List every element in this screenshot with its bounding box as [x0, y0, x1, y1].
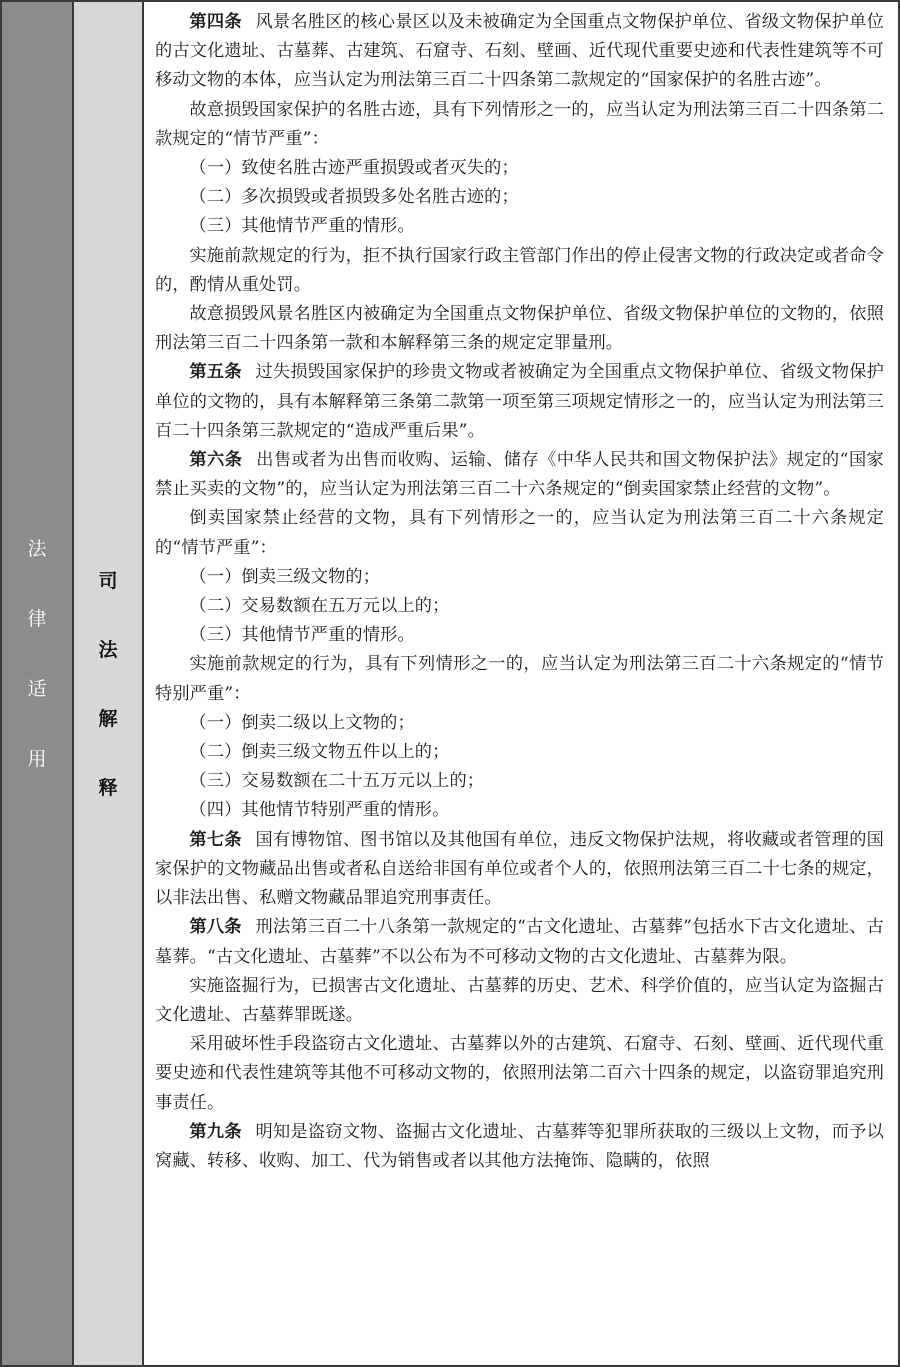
paragraph-text: 采用破坏性手段盗窃古文化遗址、古墓葬以外的古建筑、石窟寺、石刻、壁画、近代现代重要史迹和代表性建筑等其他不可移动文物的，依照刑法第二百六十四条的规定，以盗窃罪追究刑事责任。	[155, 1034, 884, 1113]
paragraph-text: 国有博物馆、图书馆以及其他国有单位，违反文物保护法规，将收藏或者管理的国家保护的文物藏品出售或者私自送给非国有单位或者个人的，依照刑法第三百二十七条的规定，以非法出售、私赠文物藏品罪追究刑事责任。	[155, 829, 885, 909]
subcategory-char: 法	[98, 639, 118, 661]
subcategory-char: 释	[98, 777, 118, 799]
paragraph	[155, 650, 884, 708]
paragraph	[155, 96, 884, 154]
article-number: 第六条	[189, 450, 243, 471]
paragraph-text: 刑法第三百二十八条第一款规定的“古文化遗址、古墓葬”包括水下古文化遗址、古墓葬。“古文化遗址、古墓葬”不以公布为不可移动文物的古文化遗址、古墓葬为限。	[155, 917, 884, 967]
paragraph-text: （二）多次损毁或者损毁多处名胜古迹的；	[189, 187, 519, 208]
paragraph	[155, 1118, 884, 1176]
subcategory-char: 司	[98, 570, 118, 592]
paragraph	[155, 563, 884, 592]
paragraph-text: 倒卖国家禁止经营的文物，具有下列情形之一的，应当认定为刑法第三百二十六条规定的“情节严重”：	[155, 508, 884, 558]
paragraph	[155, 767, 884, 796]
article-number: 第八条	[189, 917, 242, 938]
category-label	[2, 540, 72, 820]
paragraph-text: 故意损毁风景名胜区内被确定为全国重点文物保护单位、省级文物保护单位的文物的，依照刑法第三百二十四条第一款和本解释第三条的规定定罪量刑。	[155, 304, 884, 354]
paragraph	[155, 154, 884, 183]
category-char: 用	[27, 748, 47, 770]
paragraph	[155, 621, 884, 650]
paragraph-text: （三）其他情节严重的情形。	[189, 625, 415, 646]
paragraph-text: （一）致使名胜古迹严重损毁或者灭失的；	[189, 158, 519, 179]
category-char: 适	[27, 678, 47, 700]
paragraph-text: 故意损毁国家保护的名胜古迹，具有下列情形之一的，应当认定为刑法第三百二十四条第二款规定的“情节严重”：	[155, 99, 884, 149]
paragraph-text: 实施前款规定的行为，具有下列情形之一的，应当认定为刑法第三百二十六条规定的“情节特别严重”：	[155, 654, 884, 704]
paragraph-text: （三）其他情节严重的情形。	[189, 216, 415, 237]
article-number: 第四条	[189, 12, 242, 32]
paragraph-text: （四）其他情节特别严重的情形。	[189, 800, 450, 821]
paragraph-text: 实施前款规定的行为，拒不执行国家行政主管部门作出的停止侵害文物的行政决定或者命令的，酌情从重处罚。	[155, 245, 884, 295]
paragraph-text: 过失损毁国家保护的珍贵文物或者被确定为全国重点文物保护单位、省级文物保护单位的文物的，具有本解释第三条第二款第一项至第三项规定情形之一的，应当认定为刑法第三百二十四条第三款规定的“造成严重后果”。	[155, 362, 885, 441]
paragraph-text: 出售或者为出售而收购、运输、储存《中华人民共和国文物保护法》规定的“国家禁止买卖的文物”的，应当认定为刑法第三百二十六条规定的“倒卖国家禁止经营的文物”。	[155, 450, 884, 500]
paragraph	[155, 826, 884, 914]
category-char: 法	[27, 538, 47, 560]
article-number: 第九条	[189, 1121, 242, 1142]
paragraph	[155, 796, 884, 825]
paragraph	[155, 972, 884, 1030]
paragraph	[155, 592, 884, 621]
paragraph-text: （二）交易数额在五万元以上的；	[189, 596, 450, 617]
paragraph	[155, 358, 884, 446]
paragraph	[155, 709, 884, 738]
paragraph	[155, 212, 884, 241]
paragraph-text: （一）倒卖三级文物的；	[189, 566, 381, 587]
paragraph-text: 明知是盗窃文物、盗掘古文化遗址、古墓葬等犯罪所获取的三级以上文物，而予以窝藏、转移、收购、加工、代为销售或者以其他方法掩饰、隐瞒的，依照	[155, 1121, 885, 1171]
paragraph	[155, 8, 884, 96]
article-number: 第五条	[189, 362, 242, 383]
paragraph	[155, 183, 884, 212]
paragraph-text: （二）倒卖三级文物五件以上的；	[189, 742, 450, 763]
paragraph-text: （一）倒卖二级以上文物的；	[189, 712, 415, 733]
paragraph	[155, 913, 884, 971]
interpretation-text	[144, 2, 898, 1365]
paragraph	[155, 300, 884, 358]
paragraph	[155, 446, 884, 504]
paragraph-text: 风景名胜区的核心景区以及未被确定为全国重点文物保护单位、省级文物保护单位的古文化遗址、古墓葬、古建筑、石窟寺、石刻、壁画、近代现代重要史迹和代表性建筑等不可移动文物的本体，应当认定为刑法第三百二十四条第二款规定的“国家保护的名胜古迹”。	[155, 12, 885, 91]
paragraph	[155, 1030, 884, 1118]
article-number: 第七条	[189, 829, 242, 850]
subcategory-label	[74, 572, 142, 848]
paragraph	[155, 738, 884, 767]
subcategory-column	[74, 2, 144, 1365]
paragraph-text: （三）交易数额在二十五万元以上的；	[189, 771, 485, 792]
paragraph-text: 实施盗掘行为，已损害古文化遗址、古墓葬的历史、艺术、科学价值的，应当认定为盗掘古文化遗址、古墓葬罪既遂。	[155, 975, 884, 1025]
subcategory-char: 解	[98, 708, 118, 730]
category-column	[2, 2, 74, 1365]
category-char: 律	[27, 608, 47, 630]
paragraph	[155, 242, 884, 300]
paragraph	[155, 504, 884, 562]
